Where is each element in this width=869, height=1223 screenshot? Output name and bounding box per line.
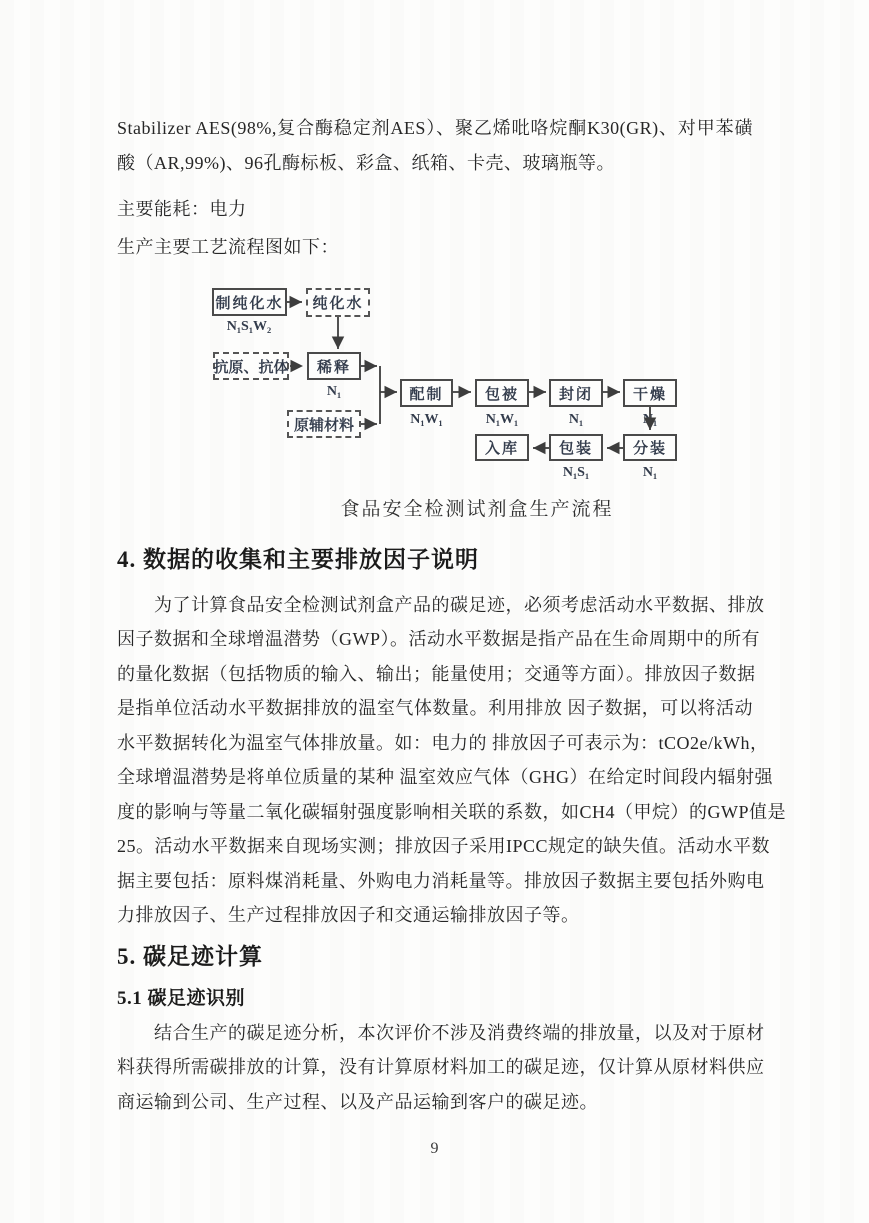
section4-line: 度的影响与等量二氧化碳辐射强度影响相关联的系数，如CH4（甲烷）的GWP值是 [117,802,787,822]
flow-box-drying: 干燥 [623,379,677,407]
flow-tag-compounding: N₁W₁ [410,412,443,427]
flow-box-compounding: 配制 [400,379,453,407]
flow-box-dilution: 稀释 [307,352,361,380]
section5-1-title: 5.1 碳足迹识别 [117,988,246,1009]
process-intro-line: 生产主要工艺流程图如下： [117,237,339,257]
section4-line: 水平数据转化为温室气体排放量。如：电力的 排放因子可表示为：tCO2e/kWh， [117,733,769,753]
flow-box-packaging: 包装 [549,434,603,461]
flow-box-coating: 包被 [475,379,529,407]
section4-line: 据主要包括：原料煤消耗量、外购电力消耗量等。排放因子数据主要包括外购电 [117,871,765,891]
section5-line: 商运输到公司、生产过程、以及产品运输到客户的碳足迹。 [117,1092,598,1112]
flow-tag-make-purified-water: N₁S₁W₂ [226,319,272,334]
intro-line-1: Stabilizer AES(98%,复合酶稳定剂AES）、聚乙烯吡咯烷酮K30(GR)、对甲苯磺 [117,118,753,138]
section4-line: 为了计算食品安全检测试剂盒产品的碳足迹，必须考虑活动水平数据、排放 [154,595,765,615]
flow-tag-coating: N₁W₁ [485,412,519,427]
flow-box-antigen-antibody: 抗原、抗体 [213,352,289,380]
section4-line: 是指单位活动水平数据排放的温室气体数量。利用排放 因子数据，可以将活动 [117,698,753,718]
flow-tag-drying: N₁ [642,412,658,427]
flow-tag-blocking: N₁ [568,412,584,427]
flow-box-raw-materials: 原辅材料 [287,410,361,438]
section4-line: 全球增温潜势是将单位质量的某种 温室效应气体（GHG）在给定时间段内辐射强 [117,767,773,787]
section4-line: 力排放因子、生产过程排放因子和交通运输排放因子等。 [117,905,580,925]
section4-line: 25。活动水平数据来自现场实测；排放因子采用IPCC规定的缺失值。活动水平数 [117,836,771,856]
section5-line: 结合生产的碳足迹分析，本次评价不涉及消费终端的排放量，以及对于原材 [154,1023,765,1043]
section4-line: 因子数据和全球增温潜势（GWP）。活动水平数据是指产品在生命周期中的所有 [117,629,760,649]
flowchart-caption: 食品安全检测试剂盒生产流程 [340,499,614,520]
section4-title: 4. 数据的收集和主要排放因子说明 [117,547,479,572]
flow-box-purified-water: 纯化水 [306,288,370,317]
energy-line: 主要能耗：电力 [117,199,247,219]
flow-box-make-purified-water: 制纯化水 [212,288,287,316]
flow-box-blocking: 封闭 [549,379,603,407]
section5-title: 5. 碳足迹计算 [117,944,263,969]
flow-box-dispensing: 分装 [623,434,677,461]
intro-line-2: 酸（AR,99%)、96孔酶标板、彩盒、纸箱、卡壳、玻璃瓶等。 [117,153,615,173]
section5-line: 料获得所需碳排放的计算，没有计算原材料加工的碳足迹，仅计算从原材料供应 [117,1057,765,1077]
flow-tag-dilution: N₁ [326,384,342,399]
flow-tag-dispensing: N₁ [642,465,658,480]
section4-line: 的量化数据（包括物质的输入、输出；能量使用；交通等方面）。排放因子数据 [117,664,756,684]
flow-box-warehousing: 入库 [475,434,529,461]
page-number: 9 [430,1140,439,1157]
flow-tag-packaging: N₁S₁ [562,465,590,480]
